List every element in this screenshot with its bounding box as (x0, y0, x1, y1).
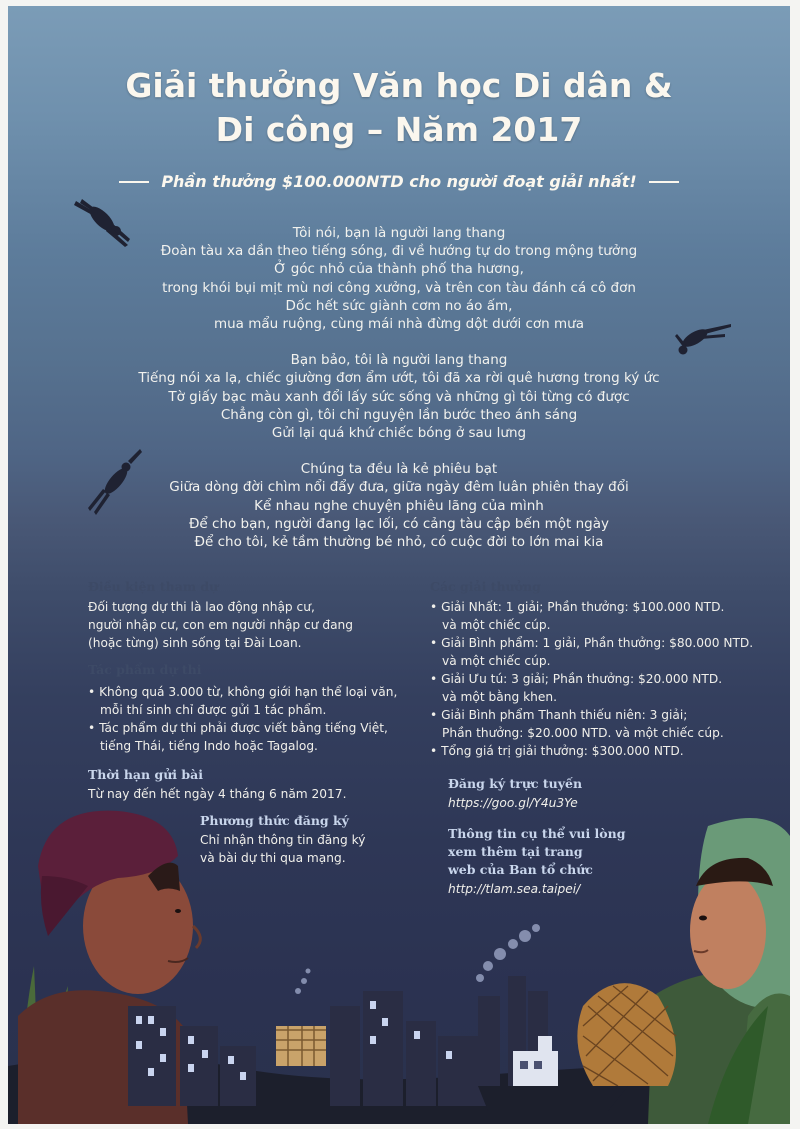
register-heading: Đăng ký trực tuyến (448, 776, 583, 791)
poem-line: Chẳng còn gì, tôi chỉ nguyện lần bước theo ánh sáng (220, 406, 578, 423)
city-skyline (128, 976, 548, 1106)
register-block (430, 776, 780, 898)
right-info-column (430, 579, 780, 898)
conditions-text (88, 598, 408, 652)
organizer-website-link[interactable]: http://tlam.sea.taipei/ (448, 882, 581, 896)
divider (119, 181, 149, 183)
poem-line: Bạn bảo, tôi là người lang thang (290, 352, 508, 369)
award-text: • Giải Nhất: 1 giải; Phần thưởng: $100.000 NTD. (430, 600, 725, 614)
award-text: • Tổng giá trị giải thưởng: $300.000 NTD. (430, 744, 684, 758)
works-bullet-text: • Không quá 3.000 từ, không giới hạn thể loại văn, (88, 685, 398, 699)
building-windows (136, 1001, 452, 1080)
award-text: • Giải Ưu tú: 3 giải; Phần thưởng: $20.000 NTD. (430, 672, 723, 686)
poem-line: mua mẩu ruộng, cùng mái nhà đừng dột dưới cơn mưa (213, 316, 585, 333)
poem-stanza-1 (8, 224, 790, 333)
poem-stanza-2 (8, 351, 790, 442)
boat (478, 1036, 628, 1111)
works-bullet-text: mỗi thí sinh chỉ được gửi 1 tác phẩm. (100, 703, 327, 717)
prize-banner (8, 172, 790, 191)
info-heading-line: web của Ban tổ chức (448, 862, 593, 877)
poem-line: Tiếng nói xa lạ, chiếc giường đơn ẩm ướt, tôi đã xa rời quê hương trong ký ức (138, 370, 660, 387)
deadline-text: Từ nay đến hết ngày 4 tháng 6 năm 2017. (88, 787, 347, 801)
method-text (200, 831, 408, 867)
awards-heading: Các giải thưởng (430, 579, 541, 594)
poem-line: Chúng ta đều là kẻ phiêu bạt (300, 461, 498, 478)
method-line: và bài dự thi qua mạng. (200, 851, 346, 865)
poem-line: Ở góc nhỏ của thành phố tha hương, (274, 261, 524, 278)
works-bullet-1 (88, 683, 408, 719)
award-text: • Giải Bình phẩm Thanh thiếu niên: 3 giải; (430, 708, 688, 722)
awards-list (430, 598, 780, 760)
poem-stanza-3 (8, 460, 790, 551)
seaweed (23, 966, 96, 1124)
poem-line: Tôi nói, bạn là người lang thang (292, 225, 506, 241)
method-line: Chỉ nhận thông tin đăng ký (200, 833, 366, 847)
register-link[interactable]: https://goo.gl/Y4u3Ye (448, 796, 578, 810)
left-info-column (88, 579, 408, 867)
deadline-heading: Thời hạn gửi bài (88, 767, 203, 782)
prize-text: Phần thưởng $100.000NTD cho người đoạt giải nhất! (161, 172, 637, 191)
poem (8, 224, 790, 569)
fishing-net (577, 983, 676, 1086)
poster-title (8, 64, 790, 152)
poem-line: Dốc hết sức giành cơm no áo ấm, (285, 297, 513, 314)
title-line-1: Giải thưởng Văn học Di dân & (125, 66, 673, 105)
poem-line: Tờ giấy bạc màu xanh đổi lấy sức sống và những gì tôi từng có được (168, 388, 630, 405)
award-item (430, 670, 780, 706)
award-text: và một chiếc cúp. (442, 618, 551, 632)
award-item (430, 634, 780, 670)
award-item (430, 706, 780, 742)
works-bullet-text: tiếng Thái, tiếng Indo hoặc Tagalog. (100, 739, 318, 753)
award-item (430, 598, 780, 634)
method-block (88, 813, 408, 867)
poem-line: Để cho tôi, kẻ tầm thường bé nhỏ, có cuộc đời to lớn mai kia (194, 534, 604, 551)
poem-line: Kể nhau nghe chuyện phiêu lãng của mình (254, 497, 544, 514)
poem-line: Gửi lại quá khứ chiếc bóng ở sau lưng (271, 425, 527, 442)
divider (649, 181, 679, 183)
method-heading: Phương thức đăng ký (200, 813, 349, 828)
info-block (448, 826, 780, 898)
poster (8, 6, 790, 1124)
smoke (295, 924, 540, 994)
works-heading: Tác phẩm dự thi (88, 662, 202, 677)
conditions-line: (hoặc từng) sinh sống tại Đài Loan. (88, 636, 302, 650)
award-text: và một chiếc cúp. (442, 654, 551, 668)
poem-line: Để cho bạn, người đang lạc lối, có cảng tàu cập bến một ngày (188, 515, 610, 532)
works-bullet-text: • Tác phẩm dự thi phải được viết bằng tiếng Việt, (88, 721, 388, 735)
works-list (88, 683, 408, 755)
info-heading-line: Thông tin cụ thể vui lòng (448, 826, 626, 841)
award-text: Phần thưởng: $20.000 NTD. và một chiếc cúp. (442, 726, 724, 740)
lit-building (276, 1026, 326, 1066)
seabed (8, 1056, 790, 1124)
conditions-line: người nhập cư, con em người nhập cư đang (88, 618, 353, 632)
works-bullet-2 (88, 719, 408, 755)
title-line-2: Di công – Năm 2017 (215, 110, 583, 149)
poem-line: Đoàn tàu xa dần theo tiếng sóng, đi về hướng tự do trong mộng tưởng (160, 243, 638, 260)
poem-line: Giữa dòng đời chìm nổi đẩy đưa, giữa ngày đêm luân phiên thay đổi (169, 479, 629, 496)
award-text: • Giải Bình phẩm: 1 giải, Phần thưởng: $80.000 NTD. (430, 636, 754, 650)
poem-line: trong khói bụi mịt mù nơi công xưởng, và trên con tàu đánh cá cô đơn (162, 279, 636, 296)
conditions-line: Đối tượng dự thi là lao động nhập cư, (88, 600, 315, 614)
info-heading-line: xem thêm tại trang (448, 844, 583, 859)
award-item (430, 742, 780, 760)
award-text: và một bằng khen. (442, 690, 557, 704)
conditions-heading: Điều kiện tham dự (88, 579, 219, 594)
